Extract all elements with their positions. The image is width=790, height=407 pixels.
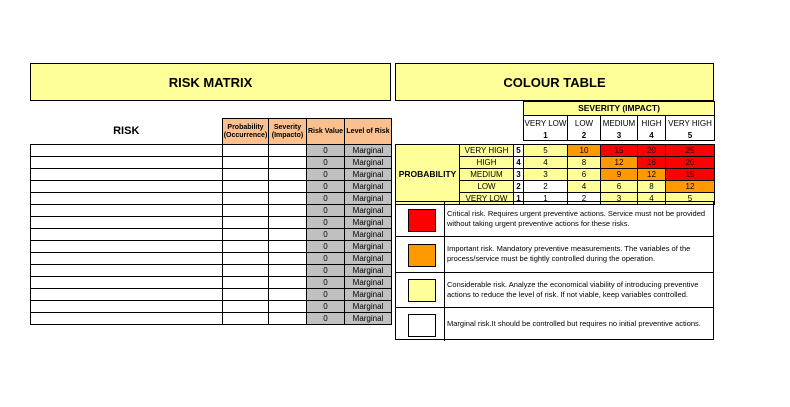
severity-cell[interactable] [269, 229, 307, 241]
risk-cell[interactable] [31, 241, 223, 253]
risk-value-cell: 0 [307, 241, 345, 253]
table-row [31, 193, 392, 205]
probability-cell[interactable] [223, 193, 269, 205]
severity-level-number: 4 [638, 130, 666, 141]
matrix-cell: 6 [568, 169, 601, 181]
risk-level-legend [395, 201, 714, 340]
matrix-cell: 8 [638, 181, 666, 193]
probability-cell[interactable] [223, 181, 269, 193]
probability-label: PROBABILITY [396, 145, 460, 205]
table-row [31, 313, 392, 325]
severity-cell[interactable] [269, 241, 307, 253]
risk-value-cell: 0 [307, 217, 345, 229]
probability-cell[interactable] [223, 241, 269, 253]
probability-level-label: MEDIUM [460, 169, 514, 181]
severity-cell[interactable] [269, 169, 307, 181]
legend-swatch [408, 279, 436, 302]
matrix-cell: 3 [601, 193, 638, 205]
risk-value-cell: 0 [307, 145, 345, 157]
risk-value-cell: 0 [307, 265, 345, 277]
legend-item [396, 307, 713, 341]
matrix-cell: 10 [568, 145, 601, 157]
risk-cell[interactable] [31, 265, 223, 277]
risk-cell[interactable] [31, 169, 223, 181]
probability-cell[interactable] [223, 301, 269, 313]
probability-cell[interactable] [223, 265, 269, 277]
table-row [31, 301, 392, 313]
matrix-cell: 15 [601, 145, 638, 157]
probability-cell[interactable] [223, 205, 269, 217]
severity-level-label: VERY HIGH [666, 116, 715, 131]
table-row [31, 277, 392, 289]
legend-text: Critical risk. Requires urgent preventive actions. Service must not be provided without taking urgent preventive actions for these risks. [444, 202, 709, 236]
severity-level-number: 1 [524, 130, 568, 141]
matrix-cell: 4 [568, 181, 601, 193]
risk-cell[interactable] [31, 313, 223, 325]
risk-level-cell: Marginal [345, 301, 392, 313]
table-row [31, 205, 392, 217]
table-row [31, 241, 392, 253]
probability-column-header: Probability (Occurrence) [223, 119, 269, 145]
legend-text: Important risk. Mandatory preventive measurements. The variables of the process/service must be tightly controlled during the operation. [444, 236, 709, 272]
risk-cell[interactable] [31, 253, 223, 265]
probability-cell[interactable] [223, 169, 269, 181]
probability-level-number: 5 [514, 145, 524, 157]
risk-value-cell: 0 [307, 301, 345, 313]
risk-value-cell: 0 [307, 181, 345, 193]
matrix-cell: 2 [568, 193, 601, 205]
severity-level-label: MEDIUM [601, 116, 638, 131]
colour-matrix-table [395, 144, 715, 205]
probability-level-number: 4 [514, 157, 524, 169]
matrix-cell: 8 [568, 157, 601, 169]
severity-cell[interactable] [269, 217, 307, 229]
matrix-cell: 5 [524, 145, 568, 157]
risk-value-column-header: Risk Value [307, 119, 345, 145]
severity-level-number: 2 [568, 130, 601, 141]
legend-text: Marginal risk.It should be controlled but requires no initial preventive actions. [444, 307, 709, 341]
probability-cell[interactable] [223, 145, 269, 157]
risk-cell[interactable] [31, 193, 223, 205]
risk-matrix-table [30, 118, 392, 325]
probability-cell[interactable] [223, 229, 269, 241]
risk-level-cell: Marginal [345, 253, 392, 265]
risk-value-cell: 0 [307, 169, 345, 181]
risk-level-cell: Marginal [345, 229, 392, 241]
severity-title: SEVERITY (IMPACT) [524, 102, 715, 116]
legend-swatch [408, 244, 436, 267]
risk-value-cell: 0 [307, 277, 345, 289]
risk-level-cell: Marginal [345, 193, 392, 205]
probability-cell[interactable] [223, 277, 269, 289]
probability-cell[interactable] [223, 253, 269, 265]
risk-cell[interactable] [31, 217, 223, 229]
probability-cell[interactable] [223, 289, 269, 301]
table-row [31, 217, 392, 229]
matrix-cell: 16 [638, 157, 666, 169]
legend-swatch [408, 314, 436, 337]
risk-matrix-title-text: RISK MATRIX [168, 74, 253, 90]
legend-item [396, 202, 713, 237]
severity-cell[interactable] [269, 253, 307, 265]
severity-cell[interactable] [269, 181, 307, 193]
risk-level-cell: Marginal [345, 169, 392, 181]
risk-value-cell: 0 [307, 313, 345, 325]
matrix-cell: 12 [638, 169, 666, 181]
legend-text: Considerable risk. Analyze the economical viability of introducing preventive actions to reduce the level of risk. If not viable, keep variables controlled. [444, 272, 709, 307]
severity-cell[interactable] [269, 205, 307, 217]
matrix-cell: 5 [666, 193, 715, 205]
matrix-cell: 2 [524, 181, 568, 193]
matrix-cell: 9 [601, 169, 638, 181]
risk-cell[interactable] [31, 277, 223, 289]
probability-level-number: 2 [514, 181, 524, 193]
risk-cell[interactable] [31, 145, 223, 157]
level-column-header: Level of Risk [345, 119, 392, 145]
risk-column-header: RISK [31, 119, 223, 145]
risk-level-cell: Marginal [345, 289, 392, 301]
risk-cell[interactable] [31, 157, 223, 169]
risk-level-cell: Marginal [345, 241, 392, 253]
risk-cell[interactable] [31, 181, 223, 193]
severity-cell[interactable] [269, 289, 307, 301]
table-row [31, 145, 392, 157]
severity-cell[interactable] [269, 265, 307, 277]
legend-item [396, 272, 713, 308]
risk-cell[interactable] [31, 205, 223, 217]
matrix-cell: 3 [524, 169, 568, 181]
severity-cell[interactable] [269, 301, 307, 313]
risk-level-cell: Marginal [345, 205, 392, 217]
table-row [31, 229, 392, 241]
table-row [31, 181, 392, 193]
severity-level-number: 3 [601, 130, 638, 141]
probability-cell[interactable] [223, 217, 269, 229]
risk-rows [31, 145, 392, 325]
matrix-cell: 12 [666, 181, 715, 193]
probability-cell[interactable] [223, 313, 269, 325]
risk-level-cell: Marginal [345, 145, 392, 157]
matrix-cell: 25 [666, 145, 715, 157]
severity-level-label: VERY LOW [524, 116, 568, 131]
table-row [31, 265, 392, 277]
legend-swatch [408, 209, 436, 232]
risk-level-cell: Marginal [345, 181, 392, 193]
risk-value-cell: 0 [307, 205, 345, 217]
legend-item [396, 236, 713, 273]
probability-level-label: VERY LOW [460, 193, 514, 205]
severity-column-header: Severity (Impacto) [269, 119, 307, 145]
severity-cell[interactable] [269, 157, 307, 169]
probability-level-number: 1 [514, 193, 524, 205]
severity-cell[interactable] [269, 193, 307, 205]
severity-cell[interactable] [269, 145, 307, 157]
severity-cell[interactable] [269, 277, 307, 289]
severity-header-table [523, 101, 715, 141]
probability-cell[interactable] [223, 157, 269, 169]
risk-level-cell: Marginal [345, 313, 392, 325]
table-row [31, 253, 392, 265]
table-row [31, 169, 392, 181]
risk-value-cell: 0 [307, 157, 345, 169]
probability-level-label: HIGH [460, 157, 514, 169]
severity-level-label: LOW [568, 116, 601, 131]
risk-cell[interactable] [31, 229, 223, 241]
risk-level-cell: Marginal [345, 217, 392, 229]
matrix-cell: 20 [638, 145, 666, 157]
risk-cell[interactable] [31, 289, 223, 301]
risk-level-cell: Marginal [345, 265, 392, 277]
table-row [31, 289, 392, 301]
risk-value-cell: 0 [307, 253, 345, 265]
matrix-cell: 20 [666, 157, 715, 169]
matrix-cell: 4 [524, 157, 568, 169]
risk-level-cell: Marginal [345, 277, 392, 289]
probability-level-number: 3 [514, 169, 524, 181]
table-row [31, 157, 392, 169]
risk-value-cell: 0 [307, 229, 345, 241]
matrix-cell: 6 [601, 181, 638, 193]
risk-cell[interactable] [31, 301, 223, 313]
probability-row [396, 145, 715, 157]
severity-cell[interactable] [269, 313, 307, 325]
severity-level-number: 5 [666, 130, 715, 141]
probability-level-label: VERY HIGH [460, 145, 514, 157]
risk-level-cell: Marginal [345, 157, 392, 169]
colour-table-title-text: COLOUR TABLE [503, 74, 606, 90]
risk-matrix-title [30, 63, 391, 101]
matrix-cell: 15 [666, 169, 715, 181]
matrix-cell: 1 [524, 193, 568, 205]
matrix-cell: 4 [638, 193, 666, 205]
matrix-cell: 12 [601, 157, 638, 169]
risk-value-cell: 0 [307, 193, 345, 205]
probability-level-label: LOW [460, 181, 514, 193]
severity-level-label: HIGH [638, 116, 666, 131]
risk-value-cell: 0 [307, 289, 345, 301]
colour-table-title [395, 63, 714, 101]
